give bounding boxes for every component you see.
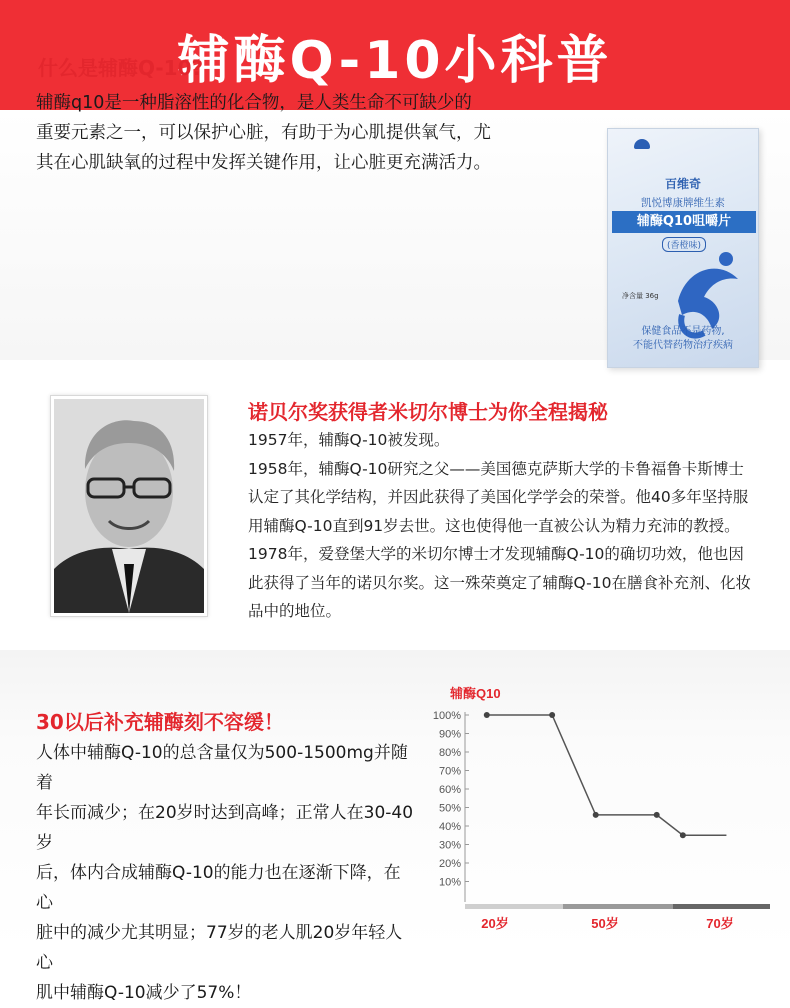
chart-y-tick-label: 50% [438,802,461,815]
section1-line: 辅酶q10是一种脂溶性的化合物，是人类生命不可缺少的 [36,93,472,113]
section2-line: 用辅酶Q-10直到91岁去世。这也使得他一直被公认为精力充沛的教授。 [248,516,740,535]
section3-line: 后，体内合成辅酶Q-10的能力也在逐渐下降，在心 [36,863,401,913]
section2-line: 品中的地位。 [248,602,342,620]
section3-line: 年长而减少；在20岁时达到高峰；正常人在30-40岁 [36,803,414,853]
section2-line: 认定了其化学结构，并因此获得了美国化学学会的荣誉。他40多年坚持服 [248,488,749,506]
section2-line: 1957年，辅酶Q-10被发现。 [248,431,450,449]
chart-y-tick-label: 20% [438,858,461,870]
portrait-photo [50,395,208,617]
chart-y-tick-label: 60% [438,784,461,796]
section1-paragraph [36,88,566,178]
product-net-weight: 净含量 36g [622,292,659,300]
chart-series-line [487,715,727,835]
section1-line: 重要元素之一，可以保护心脏，有助于为心肌提供氧气，尤 [36,123,491,143]
chart-y-tick-label: 90% [438,728,461,741]
product-name: 辅酶Q10咀嚼片 [612,211,756,233]
section3-line: 肌中辅酶Q-10减少了57%！ [36,983,252,1003]
section3-paragraph [36,738,416,1008]
product-box-image [607,128,759,368]
chart-point [593,812,599,818]
section1-line: 其在心肌缺氧的过程中发挥关键作用，让心脏更充满活力。 [36,153,491,173]
chart-y-tick-label: 80% [438,747,461,759]
section2-title: 诺贝尔奖获得者米切尔博士为你全程揭秘 [248,400,608,424]
chart-point [654,812,660,818]
chart-age-bar-segment [465,904,563,909]
chart-y-tick-label: 100% [432,710,461,722]
product-brand: 百维奇 [664,177,701,191]
product-flavor: (香橙味) [662,237,706,252]
product-warning-line: 保健食品不是药物, [641,326,725,337]
q10-decline-chart [420,682,780,932]
chart-x-label: 70岁 [706,916,734,931]
chart-age-bar-segment [673,904,770,909]
portrait-figure [54,399,204,613]
product-warning-line: 不能代替药物治疗疾病 [633,340,733,351]
product-warning [608,325,758,353]
page-title: 辅酶Q-10小科普 [177,30,613,91]
section3-line: 人体中辅酶Q-10的总含量仅为500-1500mg并随着 [36,743,408,793]
section2-line: 1958年，辅酶Q-10研究之父——美国德克萨斯大学的卡鲁福鲁卡斯博士 [248,459,744,478]
section3-title: 30以后补充辅酶刻不容缓！ [36,710,284,734]
chart-y-tick-label: 70% [438,765,461,778]
chart-x-label: 50岁 [591,916,619,931]
chart-y-tick-label: 40% [438,821,461,833]
product-subtitle: 凯悦博康牌维生素 [641,197,725,209]
section2-line: 此获得了当年的诺贝尔奖。这一殊荣奠定了辅酶Q-10在膳食补充剂、化妆 [248,573,751,592]
chart-title: 辅酶Q10 [450,686,501,701]
chart-svg [420,682,780,932]
chart-y-tick-label: 30% [438,839,461,852]
section1-title: 什么是辅酶Q-10? [38,56,204,80]
chart-x-label: 20岁 [481,916,509,931]
section3-line: 脏中的减少尤其明显；77岁的老人肌20岁年轻人心 [36,923,403,973]
chart-point [549,712,555,718]
chart-age-bar-segment [563,904,673,909]
chart-point [680,832,686,838]
section2-paragraph [248,426,768,626]
chart-y-tick-label: 10% [438,876,461,889]
section2-line: 1978年，爱登堡大学的米切尔博士才发现辅酶Q-10的确切功效，他也因 [248,545,744,563]
chart-point [484,712,490,718]
